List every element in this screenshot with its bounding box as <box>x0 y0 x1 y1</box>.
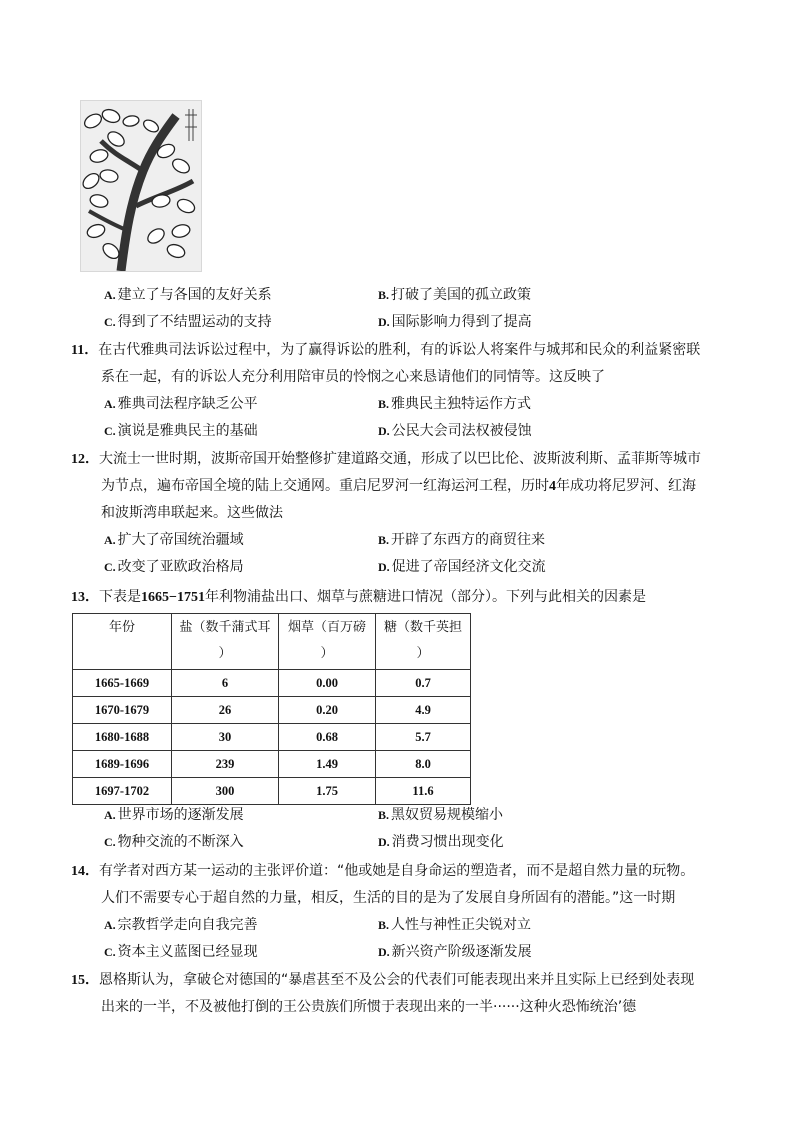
table-row <box>73 751 471 778</box>
option-text: 开辟了东西方的商贸往来 <box>391 532 546 548</box>
q14-line-1: 14．有学者对西方某一运动的主张评价道：“他或她是自身命运的塑造者，而不是超自然力量的玩物。 <box>71 863 695 879</box>
option-text: 黑奴贸易规模缩小 <box>391 807 504 823</box>
option-key: C. <box>104 835 116 849</box>
q10-option-c[interactable] <box>104 313 272 331</box>
q14-option-a[interactable] <box>104 916 258 934</box>
option-text: 雅典司法程序缺乏公平 <box>117 396 258 412</box>
header-year: 年份 <box>73 614 172 670</box>
q12-line-1: 12．大流士一世时期，波斯帝国开始整修扩建道路交通，形成了以巴比伦、波斯波利斯、孟菲斯等城市 <box>71 451 701 467</box>
q11-option-c[interactable] <box>104 422 258 440</box>
q11-line-2: 系在一起，有的诉讼人充分利用陪审员的怜悯之心来恳请他们的同情等。这反映了 <box>101 369 605 385</box>
option-key: C. <box>104 560 116 574</box>
table-row <box>73 724 471 751</box>
option-text: 打破了美国的孤立政策 <box>391 287 532 303</box>
cell-tobacco: 0.00 <box>279 670 376 697</box>
q14-option-d[interactable] <box>378 943 532 961</box>
option-text: 得到了不结盟运动的支持 <box>117 314 272 330</box>
q12-line-2: 为节点，遍布帝国全境的陆上交通网。重启尼罗河一红海运河工程，历时4年成功将尼罗河、红海 <box>101 478 696 494</box>
q13-option-b[interactable] <box>378 806 503 824</box>
cell-salt: 300 <box>172 778 279 805</box>
question-number: 14． <box>71 864 99 879</box>
option-text: 扩大了帝国统治疆域 <box>117 532 244 548</box>
option-text: 促进了帝国经济文化交流 <box>391 559 546 575</box>
liverpool-trade-table <box>72 613 471 805</box>
option-text: 人性与神性正尖锐对立 <box>391 917 532 933</box>
q11-option-b[interactable] <box>378 395 531 413</box>
option-text: 演说是雅典民主的基础 <box>117 423 258 439</box>
q13-option-c[interactable] <box>104 833 244 851</box>
question-number: 12． <box>71 452 99 467</box>
option-key: A. <box>104 533 116 547</box>
q11-option-d[interactable] <box>378 422 532 440</box>
header-salt: 盐（数千蒲式耳 ） <box>172 614 279 670</box>
q14-line-2: 人们不需要专心于超自然的力量，相反，生活的目的是为了发展自身所固有的潜能。”这一时期 <box>101 890 676 906</box>
q14-option-b[interactable] <box>378 916 531 934</box>
cell-tobacco: 1.75 <box>279 778 376 805</box>
option-text: 物种交流的不断深入 <box>117 834 244 850</box>
question-13 <box>71 584 711 611</box>
option-text: 雅典民主独特运作方式 <box>391 396 532 412</box>
header-tobacco: 烟草（百万磅 ） <box>279 614 376 670</box>
q11-option-a[interactable] <box>104 395 258 413</box>
option-text: 消费习惯出现变化 <box>391 834 504 850</box>
header-sugar: 糖（数千英担 ） <box>376 614 471 670</box>
option-key: B. <box>378 918 390 932</box>
cell-tobacco: 1.49 <box>279 751 376 778</box>
option-text: 新兴资产阶级逐渐发展 <box>391 944 532 960</box>
cell-tobacco: 0.68 <box>279 724 376 751</box>
question-number: 15． <box>71 973 99 988</box>
cell-salt: 30 <box>172 724 279 751</box>
q10-option-d[interactable] <box>378 313 532 331</box>
cell-sugar: 8.0 <box>376 751 471 778</box>
tree-leaves-illustration <box>81 101 201 271</box>
question-15 <box>71 967 711 1020</box>
q10-option-b[interactable] <box>378 286 531 304</box>
q11-line-1: 11．在古代雅典司法诉讼过程中，为了赢得诉讼的胜利，有的诉讼人将案件与城邦和民众的利益紧密联 <box>71 342 701 358</box>
option-key: A. <box>104 397 116 411</box>
option-text: 建立了与各国的友好关系 <box>117 287 272 303</box>
cell-sugar: 5.7 <box>376 724 471 751</box>
option-key: B. <box>378 397 390 411</box>
q12-option-c[interactable] <box>104 558 244 576</box>
question-12 <box>71 446 711 526</box>
cell-sugar: 0.7 <box>376 670 471 697</box>
cell-year: 1697-1702 <box>73 778 172 805</box>
option-key: D. <box>378 424 390 438</box>
q12-line-3: 和波斯湾串联起来。这些做法 <box>101 505 283 521</box>
cell-year: 1689-1696 <box>73 751 172 778</box>
option-key: D. <box>378 315 390 329</box>
table-row <box>73 778 471 805</box>
cell-year: 1680-1688 <box>73 724 172 751</box>
option-key: C. <box>104 945 116 959</box>
option-key: C. <box>104 424 116 438</box>
table-header-row <box>73 614 471 670</box>
q15-line-2: 出来的一半，不及被他打倒的王公贵族们所惯于表现出来的一半······这种火恐怖统治’德 <box>101 999 637 1015</box>
cell-year: 1670-1679 <box>73 697 172 724</box>
cell-year: 1665-1669 <box>73 670 172 697</box>
option-text: 国际影响力得到了提高 <box>391 314 532 330</box>
option-key: B. <box>378 808 390 822</box>
option-text: 改变了亚欧政治格局 <box>117 559 244 575</box>
option-key: A. <box>104 808 116 822</box>
q12-option-a[interactable] <box>104 531 244 549</box>
option-text: 世界市场的逐渐发展 <box>117 807 244 823</box>
question-number: 11． <box>71 343 99 358</box>
option-key: A. <box>104 918 116 932</box>
q13-line-1: 13．下表是1665−1751年利物浦盐出口、烟草与蔗糖进口情况（部分）。下列与此相关的因素是 <box>71 589 646 605</box>
q12-option-b[interactable] <box>378 531 545 549</box>
table-row <box>73 697 471 724</box>
question-14 <box>71 858 711 911</box>
option-key: D. <box>378 835 390 849</box>
cell-tobacco: 0.20 <box>279 697 376 724</box>
cell-sugar: 4.9 <box>376 697 471 724</box>
option-text: 宗教哲学走向自我完善 <box>117 917 258 933</box>
cartoon-figure <box>80 100 202 272</box>
option-key: B. <box>378 533 390 547</box>
cell-sugar: 11.6 <box>376 778 471 805</box>
option-text: 公民大会司法权被侵蚀 <box>391 423 532 439</box>
q13-option-a[interactable] <box>104 806 244 824</box>
cell-salt: 26 <box>172 697 279 724</box>
option-key: D. <box>378 945 390 959</box>
table-row <box>73 670 471 697</box>
question-number: 13． <box>71 590 99 605</box>
q12-option-d[interactable] <box>378 558 546 576</box>
q15-line-1: 15．恩格斯认为，拿破仑对德国的“暴虐甚至不及公会的代表们可能表现出来并且实际上已经到处表现 <box>71 972 695 988</box>
q10-option-a[interactable] <box>104 286 272 304</box>
question-11 <box>71 337 711 390</box>
q14-option-c[interactable] <box>104 943 258 961</box>
option-key: D. <box>378 560 390 574</box>
option-key: A. <box>104 288 116 302</box>
option-text: 资本主义蓝图已经显现 <box>117 944 258 960</box>
cell-salt: 6 <box>172 670 279 697</box>
option-key: B. <box>378 288 390 302</box>
option-key: C. <box>104 315 116 329</box>
q13-option-d[interactable] <box>378 833 504 851</box>
cell-salt: 239 <box>172 751 279 778</box>
